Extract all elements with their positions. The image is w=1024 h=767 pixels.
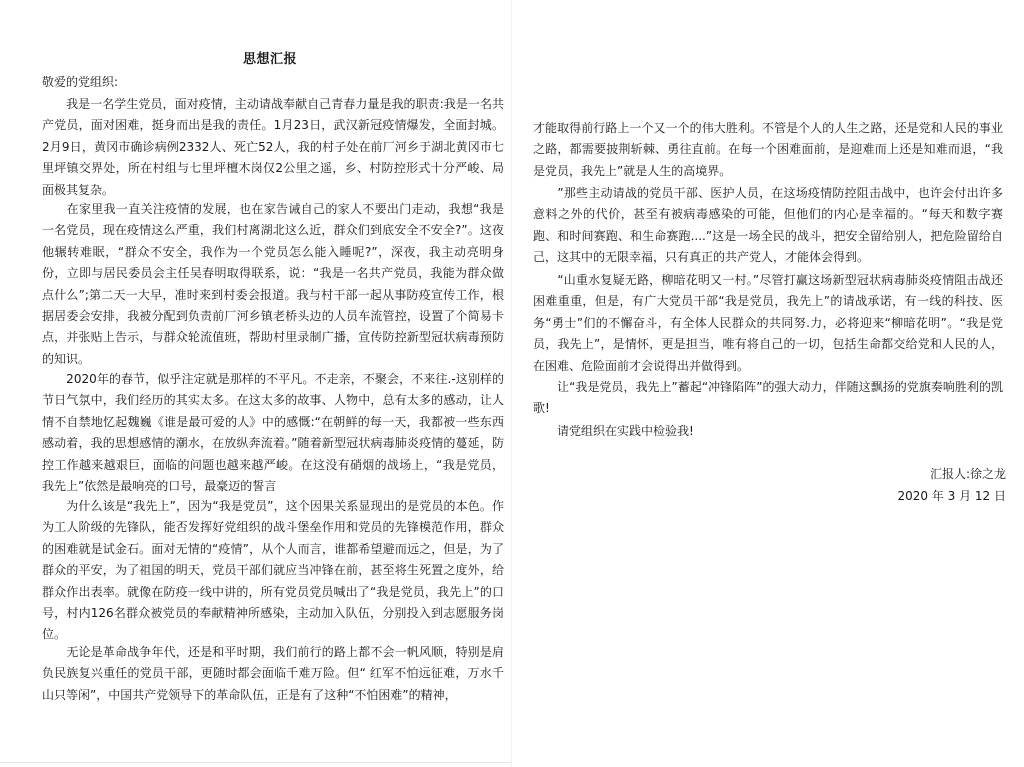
signature-date: 2020 年 3 月 12 日	[897, 489, 1006, 503]
document-page-right	[512, 0, 1024, 767]
paragraph-4: 为什么该是“我先上”，因为“我是党员”，这个因果关系显现出的是党员的本色。作为工人阶级的先锋队，能否发挥好党组织的战斗堡垒作用和党员的先锋模范作用，群众的困难就是试金石。面对无情的“疫情”，从个人而言，谁都希望避而远之，但是，为了群众的平安，为了祖国的明天，党员干部们就应当冲锋在前，甚至将生死置之度外，给群众作出表率。就像在防疫一线中讲的，所有党员党员喊出了“我是党员，我先上”的口号，村内126名群众被党员的奉献精神所感染，主动加入队伍，分别投入到志愿服务岗位。	[42, 499, 504, 642]
paragraph-7: ”那些主动请战的党员干部、医护人员，在这场疫情防控阻击战中，也许会付出许多意料之外的代价，甚至有被病毒感染的可能，但他们的内心是幸福的。“每天和数字赛跑、和时间赛跑、和生命赛跑....”这是一场全民的战斗，把安全留给别人，把危险留给自己，这其中的无限幸福，只有真正的共产党人，才能体会得到。	[533, 186, 1003, 265]
paragraph-2: 在家里我一直关注疫情的发展，也在家告诫自己的家人不要出门走动，我想“我是一名党员，现在疫情这么严重，我们村离湖北这么近，群众们到底安全不安全?”。这夜他辗转难眠，“群众不安全，我作为一个党员怎么能入睡呢?”，深夜，我主动亮明身份，立即与居民委员会主任吴春明取得联系，说：“我是一名共产党员，我能为群众做点什么”;第二天一大早，准时来到村委会报道。我与村干部一起从事防疫宣传工作，根据居委会安排，我被分配到负责前厂河乡镇老桥头边的人员车流管控，设置了个简易卡点，并张贴上告示，与群众轮流值班，帮助村里录制广播，宣传防控新型冠状病毒预防的知识。	[42, 202, 504, 366]
page-bottom-edge	[0, 762, 512, 763]
salutation: 敬爱的党组织:	[42, 75, 119, 89]
paragraph-1: 我是一名学生党员，面对疫情，主动请战奉献自己青春力量是我的职责:我是一名共产党员，面对困难，挺身而出是我的责任。1月23日，武汉新冠疫情爆发，全面封城。2月9日，黄冈市确诊病例2332人、死亡52人，我的村子处在前厂河乡于湖北黄冈市七里坪镇交界处，所在村组与七里坪檀木岗仅2公里之遥，乡、村防控形式十分严峻、局面极其复杂。	[42, 97, 504, 197]
paragraph-3: 2020年的春节，似乎注定就是那样的不平凡。不走亲，不聚会，不来往.-这别样的节日气氛中，我们经历的其实太多。在这太多的故事、人物中，总有太多的感动，让人情不自禁地忆起魏巍《谁是最可爱的人》中的感慨:“在朝鲜的每一天，我都被一些东西感动着，我的思想感情的潮水，在放纵奔流着。”随着新型冠状病毒肺炎疫情的蔓延，防控工作越来越艰巨，面临的问题也越来越严峻。在这没有硝烟的战场上，“我是党员，我先上”依然是最响亮的口号，最豪迈的誓言	[42, 372, 504, 494]
document-title: 思想汇报	[242, 52, 297, 67]
paragraph-9: 让“我是党员，我先上”蓄起“冲锋陷阵”的强大动力，伴随这飘扬的党旗奏响胜利的凯歌!	[533, 380, 1003, 416]
paragraph-5: 无论是革命战争年代，还是和平时期，我们前行的路上都不会一帆风顺，特别是肩负民族复兴重任的党员干部，更随时都会面临千难万险。但“ 红军不怕远征难，万水千山只等闲”，中国共产党领导下的革命队伍，正是有了这种“不怕困难”的精神，	[42, 645, 504, 702]
signature-name: 汇报人:徐之龙	[929, 467, 1006, 481]
paragraph-8: “山重水复疑无路，柳暗花明又一村。”尽管打赢这场新型冠状病毒肺炎疫情阻击战还困难重重，但是，有广大党员干部“我是党员，我先上”的请战承诺，有一线的科技、医务“勇士”们的不懈奋斗，有全体人民群众的共同努.力，必将迎来“柳暗花明”。“我是党员，我先上”，是情怀，更是担当，唯有将自己的一切，包括生命都交给党和人民的人，在困难、危险面前才会说得出并做得到。	[533, 273, 1003, 373]
paragraph-6: 才能取得前行路上一个又一个的伟大胜利。不管是个人的人生之路，还是党和人民的事业之路，都需要披荆斩棘、勇往直前。在每一个困难面前，是迎难而上还是知难而退，“我是党员，我先上”就是人生的高境界。	[533, 121, 1003, 178]
paragraph-10: 请党组织在实践中检验我!	[533, 424, 694, 438]
